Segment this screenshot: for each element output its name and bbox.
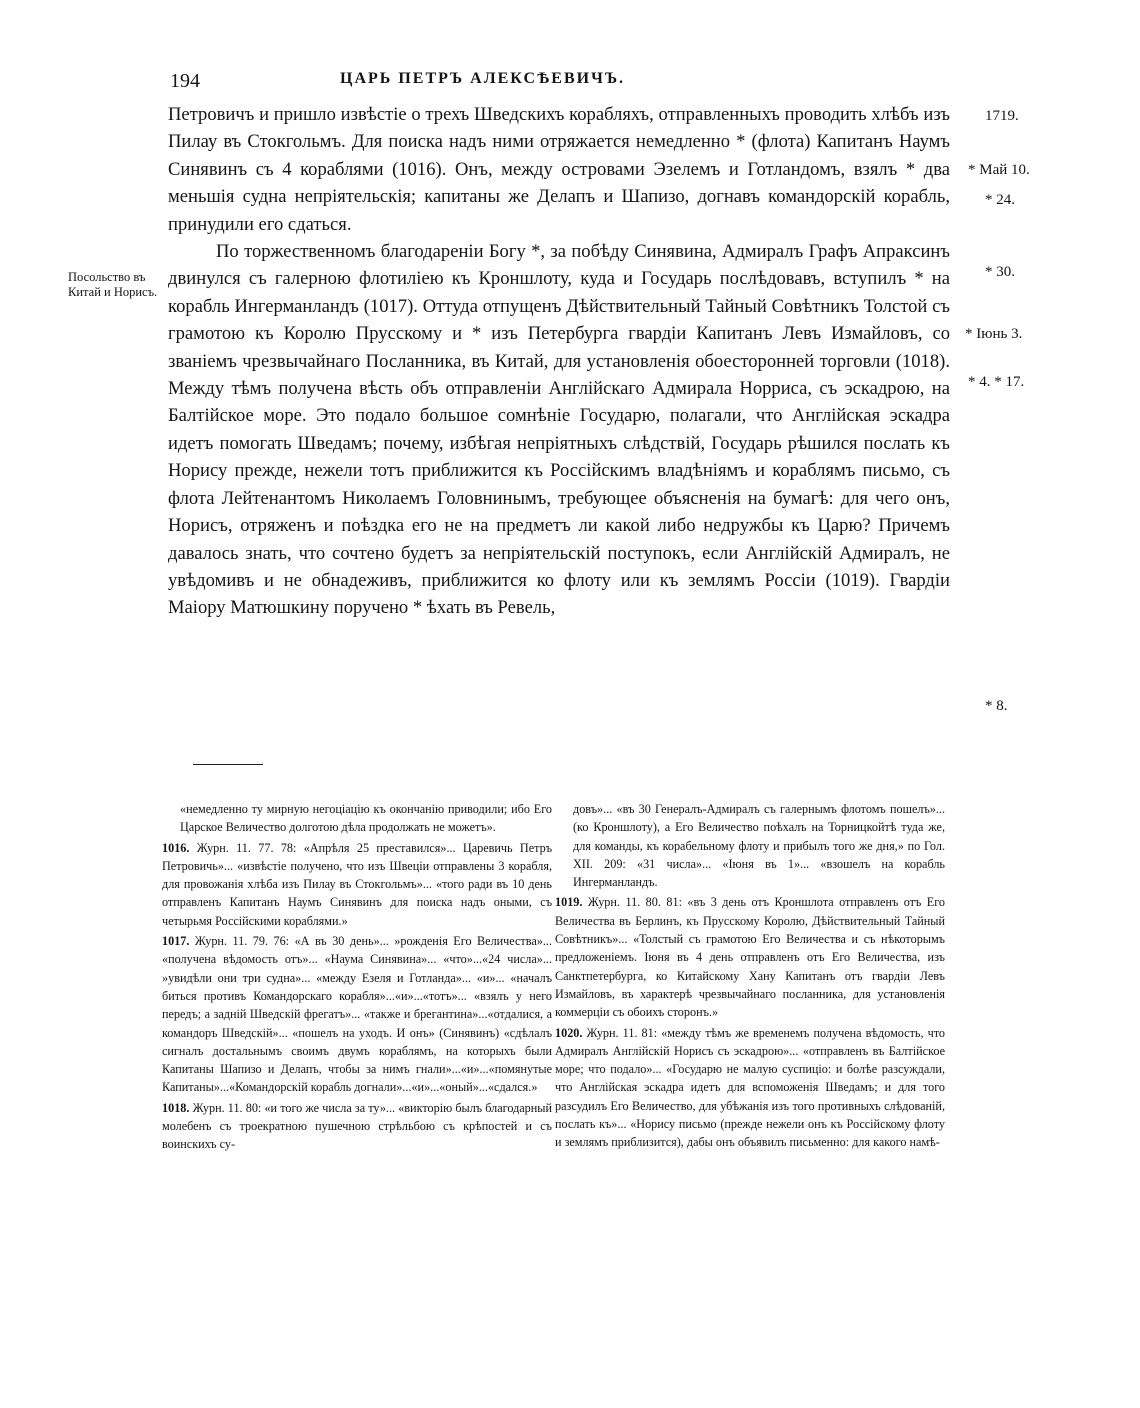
footnote-text: Журн. 11. 80: «и того же числа за ту»... «викторію былъ благодарный молебенъ съ троекратною пушечною стрѣльбою съ крѣпостей и съ воинскихъ су- [162,1100,553,1152]
footnote-text: Журн. 11. 80. 81: «въ 3 день отъ Кроншлота отправленъ отъ Его Величества въ Берлинъ, къ Прусскому Королю, Дѣйствительный Тайный Совѣтникъ»... «Толстый съ грамотою Его Величества и съ нѣкоторымъ предложеніемъ. Іюня въ 4 день отправленъ отъ Его Величества, изъ Санктпетербурга, ко Китайскому Хану Капитанъ отъ гвардіи Левъ Измайловъ, въ характерѣ чрезвычайнаго посланника, для установленія коммерціи съ обоихъ сторонъ.» [555,895,945,1020]
footnote-number: 1016. [162,840,190,855]
footnote-number: 1018. [162,1100,190,1115]
paragraph: По торжественномъ благодареніи Богу *, за побѣду Синявина, Адмиралъ Графъ Апраксинъ двинулся съ галерною флотиліею къ Кроншлоту, куда и Государь послѣдовавъ, вступилъ * на корабль Ингерманландъ (1017). Оттуда отпущенъ Дѣйствительный Тайный Совѣтникъ Толстой съ грамотою къ Королю Прусскому и * изъ Петербурга гвардіи Капитанъ Левъ Измайловъ, со званіемъ чрезвычайнаго Посланника, въ Китай, для установленія обоесторонней торговли (1018). Между тѣмъ получена вѣсть объ отправленіи Англійскаго Адмирала Норриса, съ эскадрою, на Балтійское море. Это подало большое сомнѣніе Государю, полагали, что Англійская эскадра идетъ помогать Шведамъ; почему, избѣгая непріятныхъ слѣдствій, Государь рѣшился послать къ Норису прежде, нежели тотъ приближится къ Россійскимъ владѣніямъ и кораблямъ письмо, съ флота Лейтенантомъ Николаемъ Головнинымъ, требующее объясненія на бумагѣ: для чего онъ, Норисъ, отряженъ и поѣздка его не на предметъ ли какой либо недружбы къ Царю? Причемъ давалось знать, что сочтено будетъ за непріятельскій поступокъ, если Англійскій Адмиралъ, не увѣдомивъ и не обнадеживъ, приближится ко флоту или къ землямъ Россіи (1019). Гвардіи Маіору Матюшкину поручено * ѣхать въ Ревель, [168,241,950,619]
paragraph: Петровичъ и пришло извѣстіе о трехъ Шведскихъ корабляхъ, отправленныхъ проводить хлѣбъ изъ Пилау въ Стокгольмъ. Для поиска надъ ними отряжается немедленно * (флота) Капитанъ Наумъ Синявинъ съ 4 кораблями (1016). Онъ, между островами Эзелемъ и Готландомъ, взялъ * два меньшія судна непріятельскія; капитаны же Делапъ и Шапизо, догнавъ командорскій корабль, принудили его сдаться. [168,104,950,235]
margin-year: 1719. [985,108,1019,124]
main-text [168,101,950,622]
footnote-continuation: довъ»... «въ 30 Генералъ-Адмиралъ съ галернымъ флотомъ пошелъ»... (ко Кроншлоту), а Его Величество поѣхалъ на Торницкойтѣ туда же, для команды, къ корабельному флоту и прибылъ того же дня,» по Гол. XII. 209: «31 числа»... «Іюня въ 1»... «взошелъ на корабль Ингерманландъ. [573,802,945,890]
margin-date-june3: * Іюнь 3. [965,326,1023,342]
margin-date-8: * 8. [985,698,1008,714]
footnote-number: 1017. [162,934,190,949]
footnote-1019 [555,893,945,1021]
footnote-1018 [162,1099,552,1154]
margin-date-30: * 30. [985,264,1015,280]
page-number: 194 [170,70,200,92]
sidenote-embassy: Посольство въ Китай и Норисъ. [68,270,158,299]
footnote-1017 [162,932,552,1097]
footnote-number: 1020. [555,1025,583,1040]
footnote-text: Журн. 11. 79. 76: «А въ 30 день»... »рожденія Его Величества»... «получена вѣдомость отъ»... «Наума Синявина»... «что»...«24 числа»... »увидѣли они три судна»... «между Езеля и Готланда»... «и»... «началъ биться противъ Командорскаго корабля»...«и»...«тотъ»... «взялъ у него передъ; а задній Шведскій фрегатъ»... «также и брегантина»...«отдалися, а командоръ Шведскій»... «пошелъ на уходъ. И онъ» (Синявинъ) «сдѣлалъ сигналъ достальнымъ своимъ двумъ кораблямъ, на которыхъ были Капитаны Шапизо и Делапъ, чтобы за нимъ гнали»...«и»...«помянутые Капитаны»...«Командорскій корабль догнали»...«и»...«оный»...«сдался.» [162,934,552,1095]
footnote-1016 [162,839,552,930]
margin-date-24: * 24. [985,192,1015,208]
footnotes-right-column [555,800,945,1152]
footnote-text: Журн. 11. 77. 78: «Апрѣля 25 преставился»... Царевичь Петръ Петровичь»... «извѣстіе получено, что изъ Швеціи отправлены 3 корабля, для провожанія хлѣба изъ Пилау въ Стокгольмъ»... «того ради въ 10 день отправленъ Капитанъ Наумъ Синявинъ для поиска надъ оными, съ четырьмя Россійскими кораблями.» [162,840,552,928]
margin-date-4-17: * 4. * 17. [968,374,1025,390]
footnote-continuation: «немедленно ту мирную негоціацію къ окончанію приводили; ибо Его Царское Величество долготою дѣла продолжать не можетъ». [180,802,552,835]
footnote-text: Журн. 11. 81: «между тѣмъ же временемъ получена вѣдомость, что Адмиралъ Англійскій Норисъ съ эскадрою»... «отправленъ въ Балтійское море; что подало»... «Государю не малую суспиціо: и болѣе разсуждали, что Англійская эскадра идетъ для вспоможенія Шведамъ; и для того разсудилъ Его Величество, для убѣжанія изъ того противныхъ слѣдованій, послать къ»... «Норису письмо (прежде нежели онъ къ Россійскому флоту и землямъ приблизится), дабы онъ объявилъ письменно: для какого намѣ- [555,1025,945,1150]
footnote-number: 1019. [555,895,583,910]
running-title: ЦАРЬ ПЕТРЪ АЛЕКСѢЕВИЧЪ. [340,70,626,87]
footnote-1020 [555,1024,945,1152]
footnotes-left-column [162,800,552,1154]
margin-date-may10: * Май 10. [968,162,1030,178]
footnote-divider [193,764,263,765]
